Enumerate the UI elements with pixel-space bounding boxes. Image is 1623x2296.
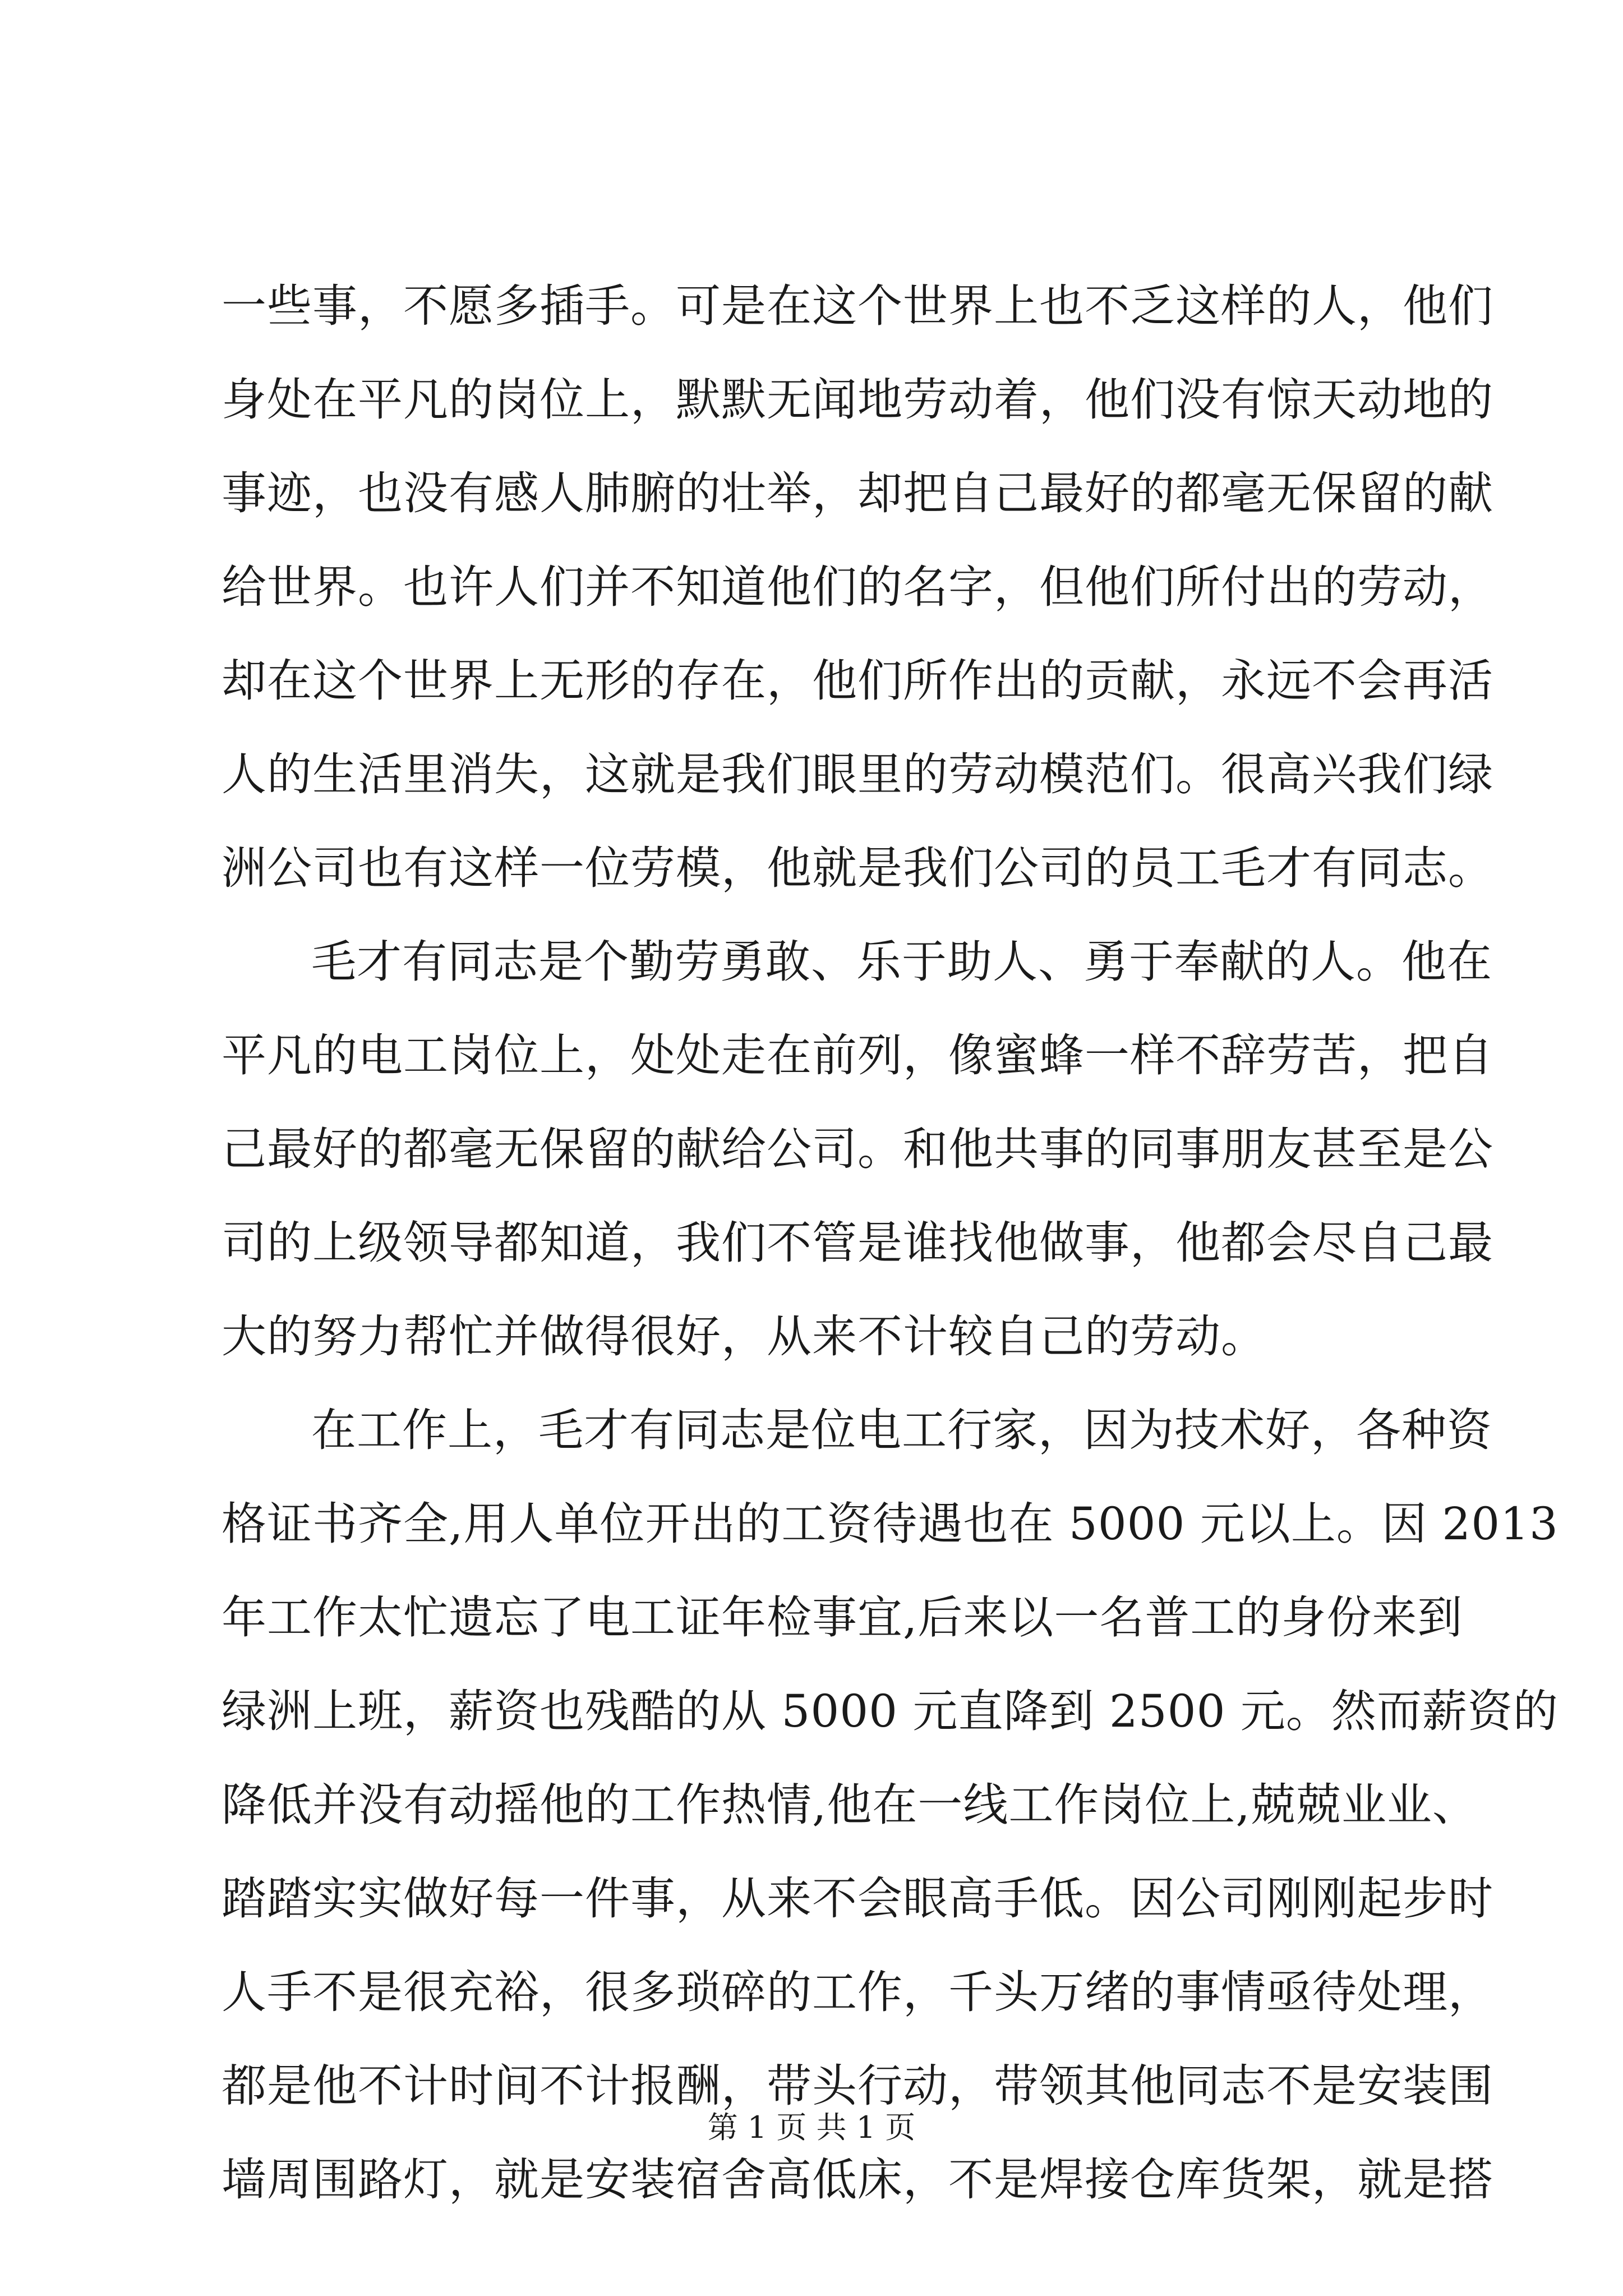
text-line: 却在这个世界上无形的存在，他们所作出的贡献，永远不会再活: [222, 655, 1493, 707]
text-line: 己最好的都毫无保留的献给公司。和他共事的同事朋友甚至是公: [222, 1123, 1493, 1175]
text-line: 年工作太忙遗忘了电工证年检事宜,后来以一名普工的身份来到: [222, 1591, 1463, 1644]
document-body: [222, 259, 1559, 2226]
text-line: 绿洲上班，薪资也残酷的从 5000 元直降到 2500 元。然而薪资的: [222, 1685, 1559, 1737]
paragraph-first-line: 在工作上，毛才有同志是位电工行家，因为技术好，各种资: [311, 1404, 1492, 1456]
text-line: 人的生活里消失，这就是我们眼里的劳动模范们。很高兴我们绿: [222, 748, 1493, 800]
text-line: 墙周围路灯，就是安装宿舍高低床，不是焊接仓库货架，就是搭: [222, 2154, 1493, 2206]
text-line: 给世界。也许人们并不知道他们的名字，但他们所付出的劳动，: [222, 561, 1493, 613]
text-line: 格证书齐全,用人单位开出的工资待遇也在 5000 元以上。因 2013: [222, 1498, 1559, 1550]
text-line: 一些事，不愿多插手。可是在这个世界上也不乏这样的人，他们: [222, 280, 1493, 332]
text-line: 洲公司也有这样一位劳模，他就是我们公司的员工毛才有同志。: [222, 842, 1493, 894]
text-line: 身处在平凡的岗位上，默默无闻地劳动着，他们没有惊天动地的: [222, 374, 1493, 426]
text-line: 人手不是很充裕，很多琐碎的工作，千头万绪的事情亟待处理，: [222, 1966, 1493, 2018]
text-line: 事迹，也没有感人肺腑的壮举，却把自己最好的都毫无保留的献: [222, 467, 1493, 519]
paragraph-first-line: 毛才有同志是个勤劳勇敢、乐于助人、勇于奉献的人。他在: [311, 936, 1492, 988]
text-line: 降低并没有动摇他的工作热情,他在一线工作岗位上,兢兢业业、: [222, 1779, 1478, 1831]
text-line: 平凡的电工岗位上，处处走在前列，像蜜蜂一样不辞劳苦，把自: [222, 1029, 1493, 1082]
text-line: 司的上级领导都知道，我们不管是谁找他做事，他都会尽自己最: [222, 1217, 1493, 1269]
page-footer: 第 1 页 共 1 页: [707, 2110, 916, 2145]
text-line: 都是他不计时间不计报酬，带头行动，带领其他同志不是安装围: [222, 2060, 1493, 2112]
text-line: 大的努力帮忙并做得很好，从来不计较自己的劳动。: [222, 1310, 1266, 1363]
text-line: 踏踏实实做好每一件事，从来不会眼高手低。因公司刚刚起步时: [222, 1872, 1493, 1925]
